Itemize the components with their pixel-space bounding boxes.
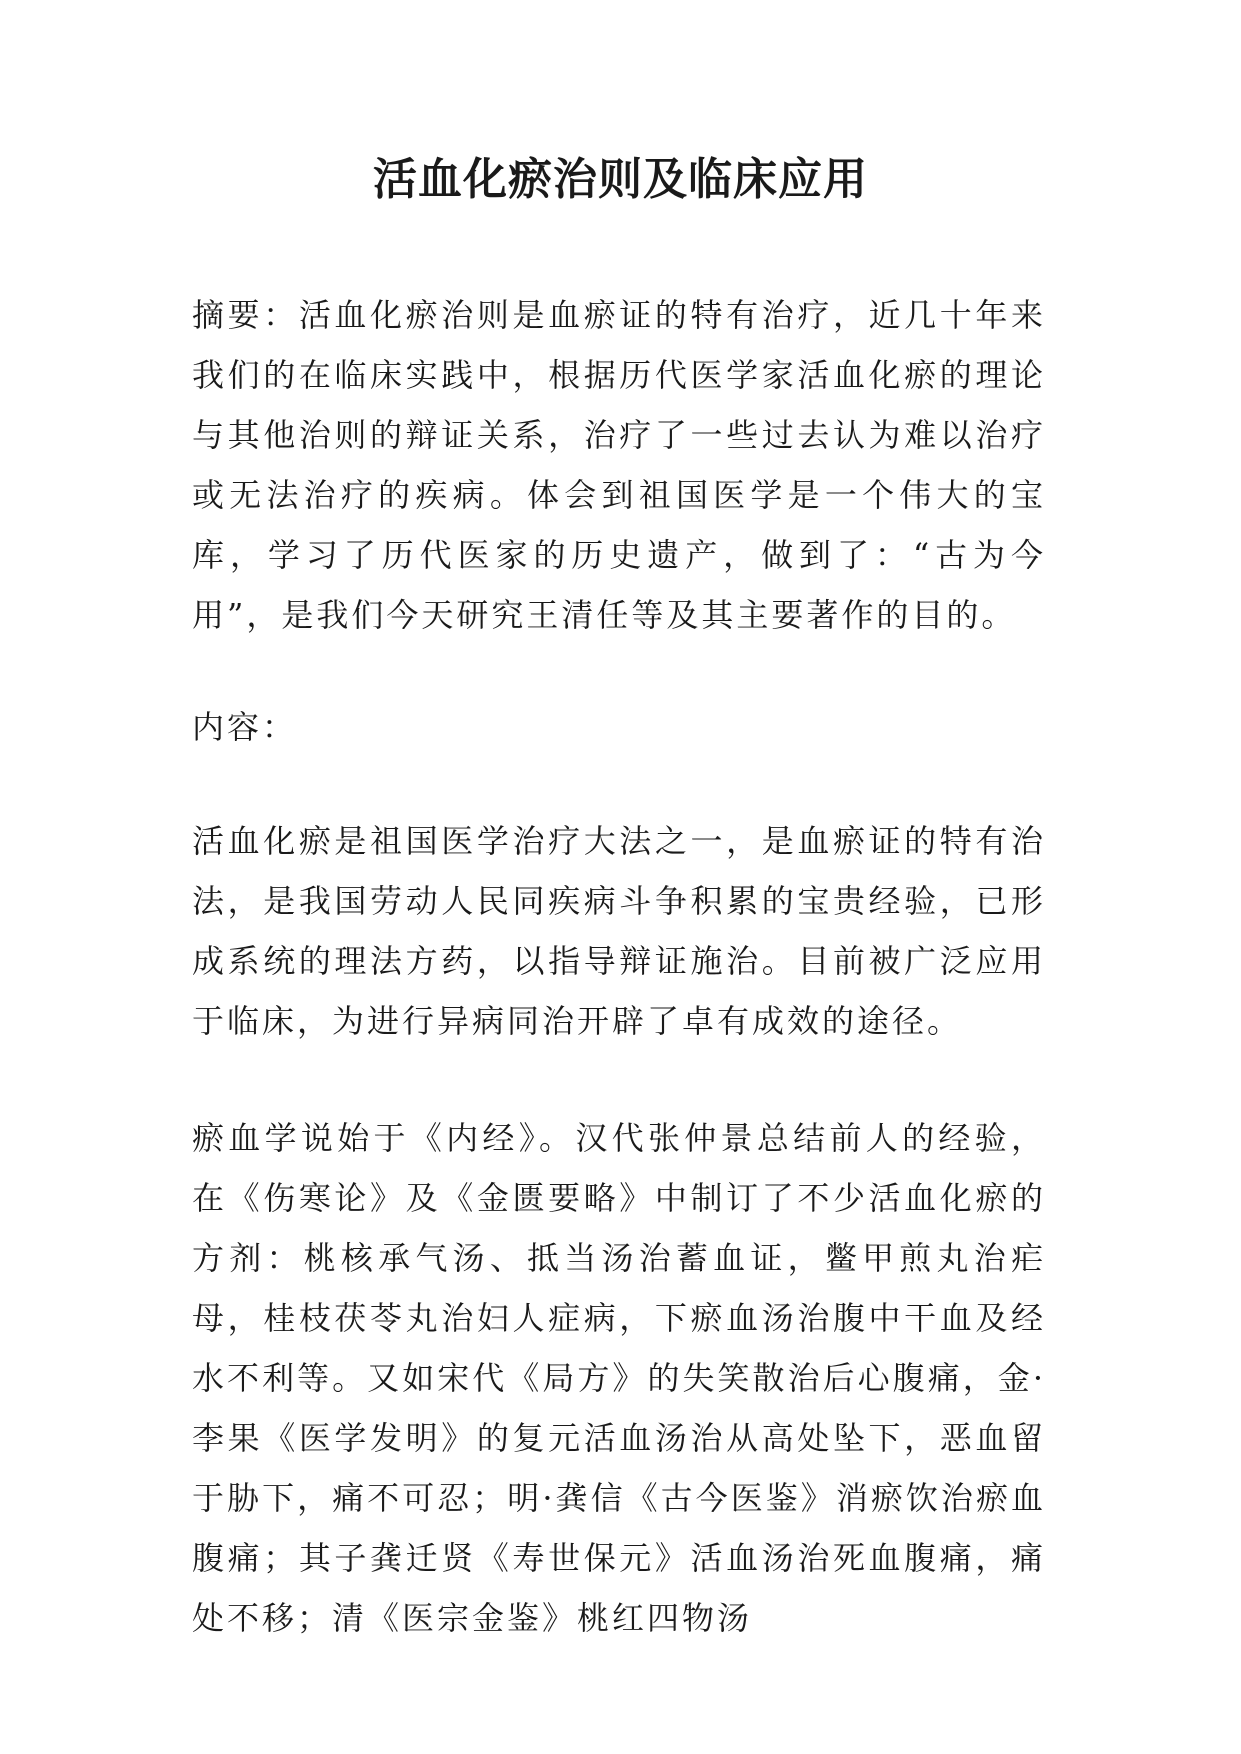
- content-label: 内容：: [192, 708, 298, 746]
- body-paragraph: 活血化瘀是祖国医学治疗大法之一，是血瘀证的特有治法，是我国劳动人民同疾病斗争积累的宝贵经验，已形成系统的理法方药，以指导辩证施治。目前被广泛应用于临床，为进行异病同治开辟了卓有成效的途径。: [192, 822, 1046, 1040]
- abstract-paragraph: 摘要：活血化瘀治则是血瘀证的特有治疗，近几十年来我们的在临床实践中，根据历代医学家活血化瘀的理论与其他治则的辩证关系，治疗了一些过去认为难以治疗或无法治疗的疾病。体会到祖国医学是一个伟大的宝库，学习了历代医家的历史遗产，做到了：“古为今用”，是我们今天研究王清任等及其主要著作的目的。: [192, 296, 1046, 634]
- body-paragraph: 瘀血学说始于《内经》。汉代张仲景总结前人的经验，在《伤寒论》及《金匮要略》中制订了不少活血化瘀的方剂：桃核承气汤、抵当汤治蓄血证，鳖甲煎丸治疟母，桂枝茯苓丸治妇人症病，下瘀血汤治腹中干血及经水不利等。又如宋代《局方》的失笑散治后心腹痛，金·李果《医学发明》的复元活血汤治从高处坠下，恶血留于胁下，痛不可忍；明·龚信《古今医鉴》消瘀饮治瘀血腹痛；其子龚迁贤《寿世保元》活血汤治死血腹痛，痛处不移；清《医宗金鉴》桃红四物汤: [192, 1119, 1046, 1637]
- document-title: 活血化瘀治则及临床应用: [373, 154, 868, 205]
